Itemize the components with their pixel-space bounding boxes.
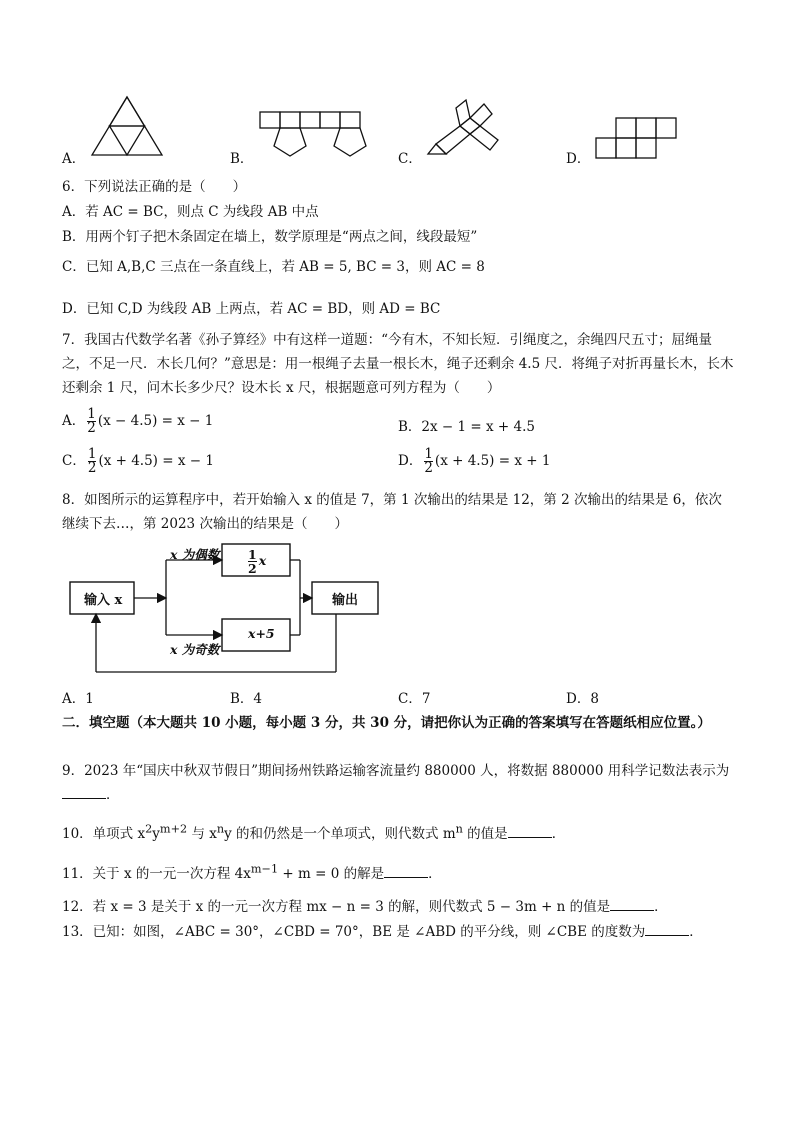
q5-figure-a xyxy=(90,95,170,157)
q13-answer-blank[interactable] xyxy=(645,923,689,936)
q5-figure-c xyxy=(426,96,516,158)
q10-answer-blank[interactable] xyxy=(508,825,552,838)
q7-option-c: C． $\frac{1}{2}$ (x + 4.5) = x − 1 xyxy=(62,446,214,476)
q9-answer-blank[interactable] xyxy=(62,786,106,799)
q8-flowchart-lines xyxy=(60,540,400,685)
q7-stem: 7．我国古代数学名著《孙子算经》中有这样一道题：“今有木，不知长短．引绳度之，余绳四尺五寸；屈绳量之，不足一尺．木长几何？”意思是：用一根绳子去量一根长木，绳子还剩余 4.5 尺．将绳子对折再量长木，长木还剩余 1 尺，问木长多少尺？设木长 x 尺，根据题意可列方程为（ ） xyxy=(62,332,734,396)
q8-option-a: A．1 xyxy=(62,691,94,707)
q7-option-d: D． $\frac{1}{2}$ (x + 4.5) = x + 1 xyxy=(398,446,551,476)
q8-option-b: B．4 xyxy=(230,691,263,707)
section2-title: 二．填空题（本大题共 10 小题，每小题 3 分，共 30 分，请把你认为正确的答案填写在答题纸相应位置。） xyxy=(62,715,711,731)
q8-option-d: D．8 xyxy=(566,691,599,707)
q5-figure-d xyxy=(594,116,686,160)
q5-option-b-label: B． xyxy=(230,151,254,167)
q8-half-box-label: $\frac{1}{2}$ x xyxy=(248,547,267,576)
q6-option-c: C．已知 A,B,C 三点在一条直线上，若 AB = 5, BC = 3，则 AC = 8 xyxy=(62,259,485,275)
q12-answer-blank[interactable] xyxy=(610,898,654,911)
q5-option-d-label: D． xyxy=(566,151,591,167)
q13-text: 13．已知：如图，∠ABC = 30°，∠CBD = 70°，BE 是 ∠ABD 的平分线，则 ∠CBE 的度数为 ． xyxy=(62,924,703,940)
q7-option-a: A． $\frac{1}{2}$ (x − 4.5) = x − 1 xyxy=(62,406,214,436)
q6-stem: 6．下列说法正确的是（ ） xyxy=(62,179,247,195)
q8-input-box-label: 输入 x xyxy=(84,593,123,608)
q11-text: 11．关于 x 的一元一次方程 $4x^{m-1} + m = 0$ 的解是 ． xyxy=(62,862,442,882)
q7-option-b: B．2x − 1 = x + 4.5 xyxy=(398,419,535,435)
q5-option-c-label: C． xyxy=(398,151,422,167)
q8-odd-label: x 为奇数 xyxy=(170,642,220,657)
q12-text: 12．若 x = 3 是关于 x 的一元一次方程 mx − n = 3 的解，则代数式 5 − 3m + n 的值是 ． xyxy=(62,899,668,915)
q8-output-box-label: 输出 xyxy=(332,593,359,608)
q5-figure-b xyxy=(258,110,378,160)
q6-option-b: B．用两个钉子把木条固定在墙上，数学原理是“两点之间，线段最短” xyxy=(62,229,478,245)
q10-text: 10．单项式 $x^2y^{m+2}$ 与 $x^ny$ 的和仍然是一个单项式，则代数式 $m^n$ 的值是 ． xyxy=(62,822,566,842)
q8-even-label: x 为偶数 xyxy=(170,547,220,562)
q9-text: 9．2023 年“国庆中秋双节假日”期间扬州铁路运输客流量约 880000 人，将数据 880000 用科学记数法表示为 ． xyxy=(62,763,730,803)
q5-option-a-label: A． xyxy=(62,151,86,167)
q6-option-d: D．已知 C,D 为线段 AB 上两点，若 AC = BD，则 AD = BC xyxy=(62,301,441,317)
q8-plus-box-label: x+5 xyxy=(248,626,275,641)
q8-option-c: C．7 xyxy=(398,691,431,707)
q11-answer-blank[interactable] xyxy=(384,865,428,878)
q6-option-a: A．若 AC = BC，则点 C 为线段 AB 中点 xyxy=(62,204,319,220)
q8-stem: 8．如图所示的运算程序中，若开始输入 x 的值是 7，第 1 次输出的结果是 12，第 2 次输出的结果是 6，依次继续下去…，第 2023 次输出的结果是（ ） xyxy=(62,492,722,532)
